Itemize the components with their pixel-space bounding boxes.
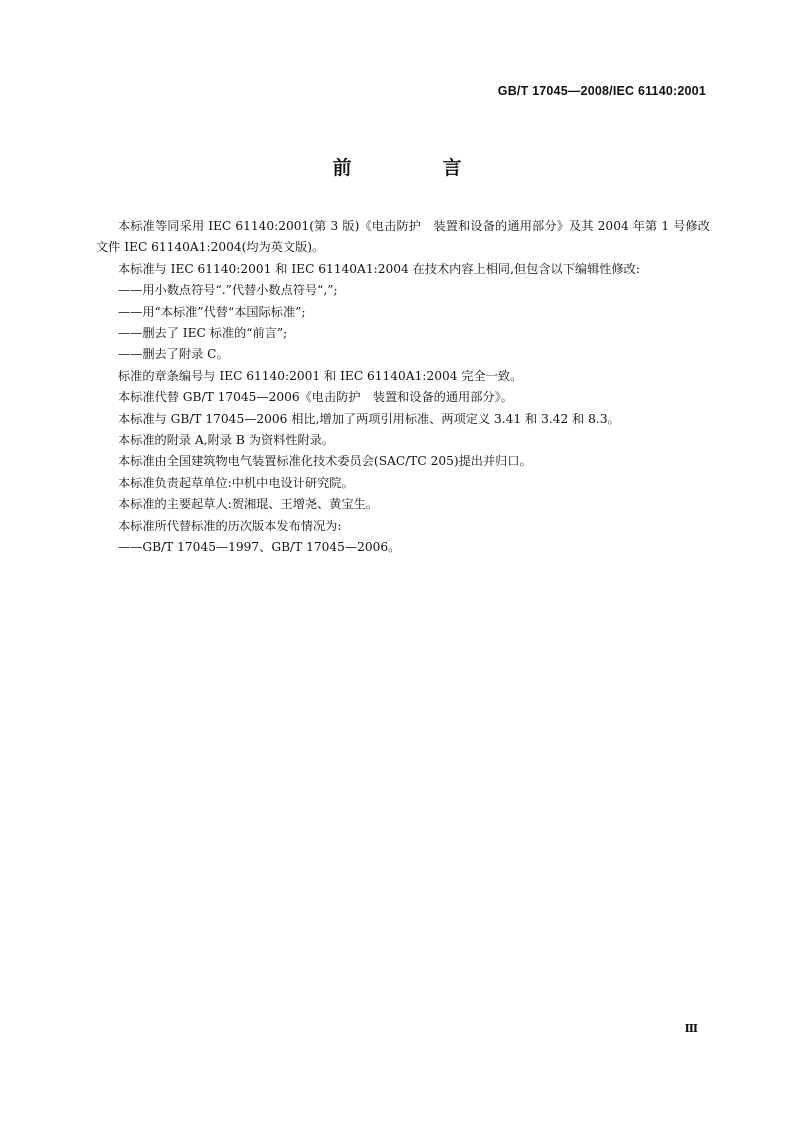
paragraph-drafters: 本标准的主要起草人:贺湘琨、王增尧、黄宝生。 bbox=[118, 497, 379, 512]
paragraph-clause-numbering: 标准的章条编号与 IEC 61140:2001 和 IEC 61140A1:2004 完全一致。 bbox=[118, 368, 523, 383]
standard-code-header: GB/T 17045—2008/IEC 61140:2001 bbox=[497, 84, 706, 98]
page-title: 前 言 bbox=[332, 157, 498, 179]
paragraph-drafting-unit: 本标准负责起草单位:中机中电设计研究院。 bbox=[118, 475, 354, 490]
list-item-history: ——GB/T 17045—1997、GB/T 17045—2006。 bbox=[118, 540, 401, 555]
paragraph-history-intro: 本标准所代替标准的历次版本发布情况为: bbox=[118, 518, 342, 533]
paragraph-adoption: 本标准等同采用 IEC 61140:2001(第 3 版)《电击防护 装置和设备的通用部分》及其 2004 年第 1 号修改文件 IEC 61140A1:2004(均为英文版)。 bbox=[96, 219, 710, 255]
list-item-deleted-foreword: ——删去了 IEC 标准的“前言”; bbox=[118, 326, 288, 341]
paragraph-replaces: 本标准代替 GB/T 17045—2006《电击防护 装置和设备的通用部分》。 bbox=[118, 390, 513, 405]
list-item-this-standard: ——用“本标准”代替“本国际标准”; bbox=[118, 304, 306, 319]
paragraph-changes: 本标准与 GB/T 17045—2006 相比,增加了两项引用标准、两项定义 3.41 和 3.42 和 8.3。 bbox=[118, 411, 620, 426]
list-item-deleted-annex-c: ——删去了附录 C。 bbox=[118, 347, 229, 362]
paragraph-technical-equivalence: 本标准与 IEC 61140:2001 和 IEC 61140A1:2004 在技术内容上相同,但包含以下编辑性修改: bbox=[118, 261, 640, 276]
page-number: Ⅲ bbox=[684, 1022, 698, 1035]
paragraph-proposed-by: 本标准由全国建筑物电气装置标准化技术委员会(SAC/TC 205)提出并归口。 bbox=[118, 454, 532, 469]
paragraph-annexes: 本标准的附录 A,附录 B 为资料性附录。 bbox=[118, 433, 335, 448]
list-item-decimal-point: ——用小数点符号“.”代替小数点符号“,”; bbox=[118, 283, 338, 298]
foreword-body bbox=[96, 216, 710, 559]
